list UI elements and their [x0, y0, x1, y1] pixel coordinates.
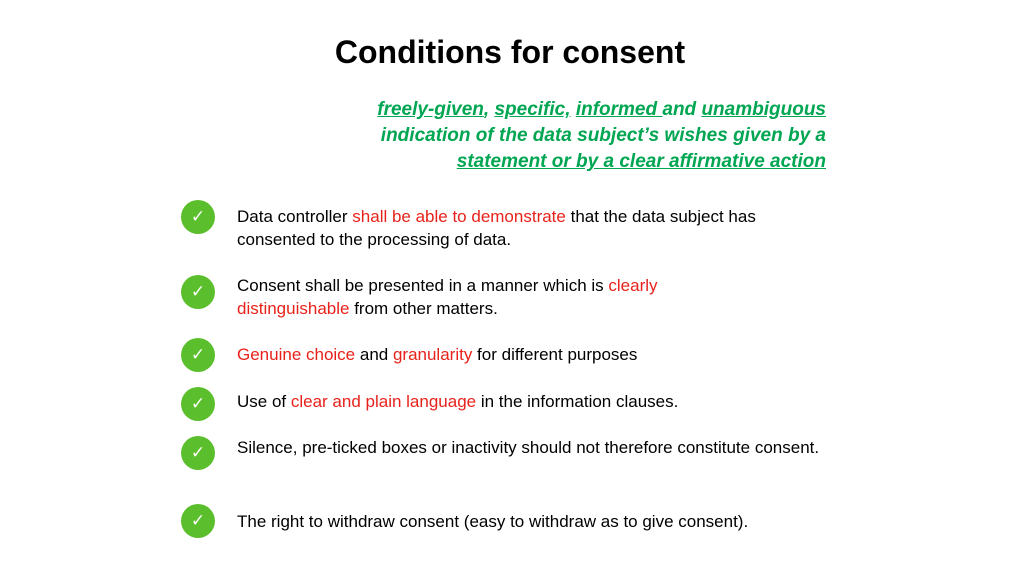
condition-text: Silence, pre-ticked boxes or inactivity should not therefore constitute consent.	[237, 438, 820, 457]
text-plain: in the information clauses.	[476, 392, 679, 411]
condition-text	[237, 343, 837, 366]
condition-text: The right to withdraw consent (easy to withdraw as to give consent).	[237, 512, 749, 531]
text-highlight: Genuine choice	[237, 345, 356, 364]
definition-line-1	[266, 97, 826, 123]
term-informed: informed	[575, 99, 663, 120]
checkmark-icon: ✓	[181, 338, 215, 372]
term-unambiguous: unambiguous	[701, 99, 826, 120]
text-plain: and	[355, 345, 393, 364]
term-specific: specific,	[494, 99, 571, 120]
condition-text	[237, 390, 837, 413]
text-plain: Data controller	[237, 207, 353, 226]
definition-separator: and	[662, 99, 702, 120]
definition-separator: ,	[483, 99, 495, 120]
text-highlight: clear and plain language	[290, 392, 477, 411]
text-highlight: shall be able to demonstrate	[352, 207, 566, 226]
consent-definition	[266, 97, 826, 175]
definition-line-3: statement or by a clear affirmative action	[456, 151, 826, 172]
checkmark-icon: ✓	[181, 504, 215, 538]
text-plain: Use of	[237, 392, 291, 411]
text-plain: from other matters.	[349, 299, 498, 318]
term-freely-given: freely-given	[377, 99, 484, 120]
text-highlight: granularity	[392, 345, 473, 364]
text-highlight: clearly distinguishable	[237, 276, 658, 318]
text-plain: Consent shall be presented in a manner which is	[237, 276, 609, 295]
checkmark-icon: ✓	[181, 200, 215, 234]
condition-text	[237, 205, 837, 251]
condition-text	[237, 274, 757, 320]
text-plain: for different purposes	[472, 345, 638, 364]
text-plain: that the data subject has consented to the processing of data.	[237, 207, 756, 249]
checkmark-icon: ✓	[181, 436, 215, 470]
checkmark-icon: ✓	[181, 275, 215, 309]
checkmark-icon: ✓	[181, 387, 215, 421]
definition-line-2: indication of the data subject’s wishes given by a	[380, 125, 826, 146]
slide-title: Conditions for consent	[334, 34, 686, 70]
